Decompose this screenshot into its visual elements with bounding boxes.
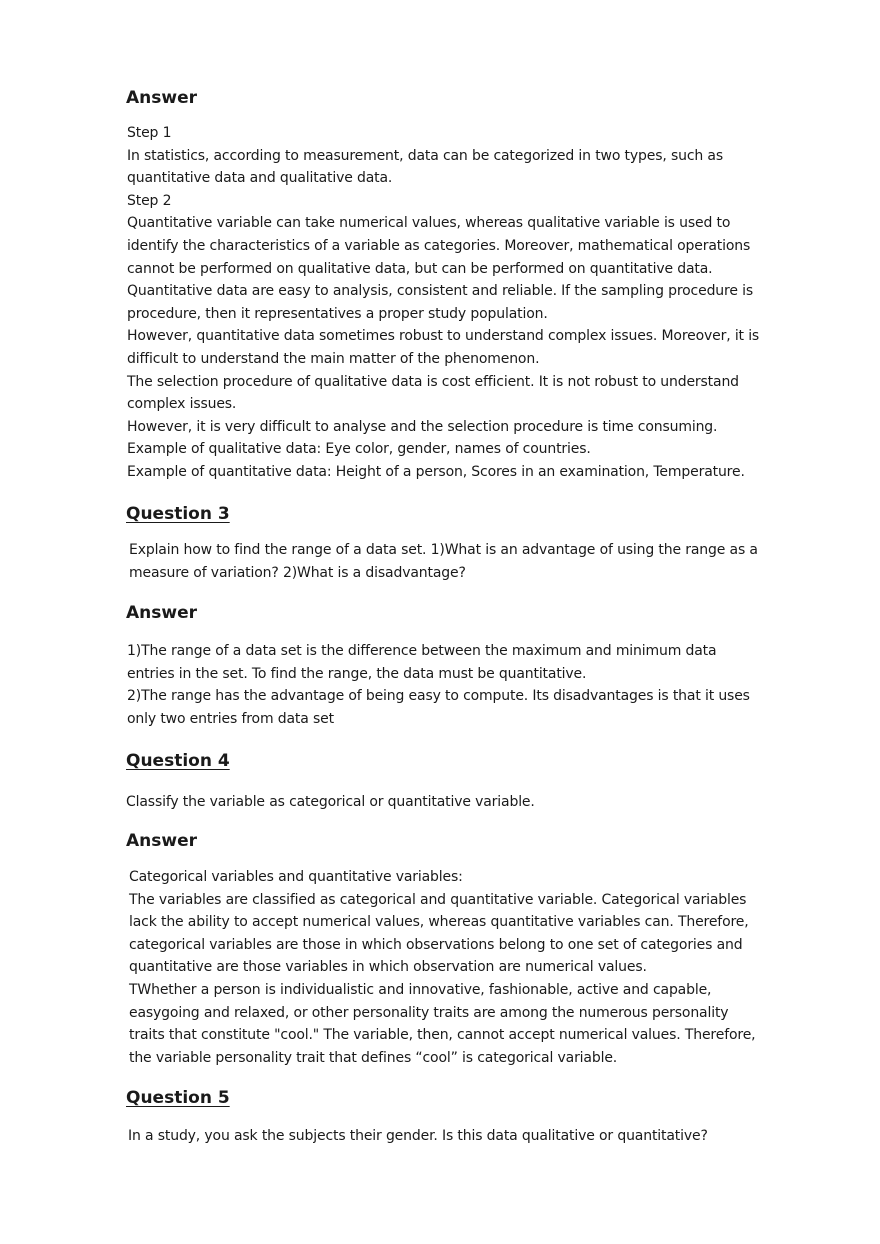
text-line: Example of qualitative data: Eye color, gender, names of countries.: [127, 441, 591, 458]
text-line: identify the characteristics of a variable as categories. Moreover, mathematical operations: [127, 237, 751, 254]
answer-body-1: [127, 122, 759, 484]
text-line: TWhether a person is individualistic and innovative, fashionable, active and capable,: [129, 981, 712, 998]
text-line: procedure, then it representatives a proper study population.: [127, 305, 548, 322]
answer-heading-1: Answer: [126, 88, 197, 108]
question-3-body: [129, 539, 758, 584]
text-line: Categorical variables and quantitative variables:: [129, 869, 463, 885]
answer-heading-4: Answer: [126, 831, 197, 851]
text-line: Step 2: [127, 192, 172, 209]
text-line: Example of quantitative data: Height of a person, Scores in an examination, Temperature.: [127, 463, 745, 480]
text-line: traits that constitute "cool." The variable, then, cannot accept numerical values. Therefore,: [129, 1027, 756, 1044]
text-line: complex issues.: [127, 396, 237, 413]
text-line: Step 1: [127, 125, 172, 141]
text-line: Explain how to find the range of a data set. 1)What is an advantage of using the range as a: [129, 542, 758, 558]
question-5-body: [128, 1125, 708, 1148]
text-line: 1)The range of a data set is the difference between the maximum and minimum data: [127, 643, 717, 659]
text-line: entries in the set. To find the range, the data must be quantitative.: [127, 665, 587, 682]
text-line: easygoing and relaxed, or other personality traits are among the numerous personality: [129, 1004, 729, 1021]
text-line: Classify the variable as categorical or quantitative variable.: [126, 794, 535, 810]
answer-body-4: [129, 866, 755, 1069]
answer-body-3: [127, 640, 750, 730]
text-line: Quantitative variable can take numerical values, whereas qualitative variable is used to: [127, 215, 731, 232]
text-line: quantitative are those variables in which observation are numerical values.: [129, 959, 647, 976]
text-line: However, it is very difficult to analyse and the selection procedure is time consuming.: [127, 418, 718, 435]
question-4-heading: Question 4: [126, 751, 230, 771]
question-3-heading: Question 3: [126, 504, 230, 524]
text-line: lack the ability to accept numerical values, whereas quantitative variables can. Therefore,: [129, 914, 749, 931]
text-line: quantitative data and qualitative data.: [127, 170, 393, 187]
text-line: categorical variables are those in which observations belong to one set of categories and: [129, 936, 743, 953]
text-line: The selection procedure of qualitative data is cost efficient. It is not robust to understand: [127, 373, 739, 390]
text-line: 2)The range has the advantage of being easy to compute. Its disadvantages is that it uses: [127, 688, 750, 705]
question-5-heading: Question 5: [126, 1088, 230, 1108]
text-line: difficult to understand the main matter of the phenomenon.: [127, 350, 540, 367]
text-line: In statistics, according to measurement, data can be categorized in two types, such as: [127, 147, 723, 164]
text-line: the variable personality trait that defines “cool” is categorical variable.: [129, 1049, 618, 1066]
text-line: measure of variation? 2)What is a disadvantage?: [129, 564, 466, 581]
text-line: In a study, you ask the subjects their gender. Is this data qualitative or quantitative?: [128, 1128, 708, 1144]
answer-heading-3: Answer: [126, 603, 197, 623]
text-line: only two entries from data set: [127, 710, 334, 727]
text-line: The variables are classified as categorical and quantitative variable. Categorical variables: [129, 891, 747, 908]
text-line: However, quantitative data sometimes robust to understand complex issues. Moreover, it is: [127, 328, 760, 345]
text-line: cannot be performed on qualitative data, but can be performed on quantitative data.: [127, 260, 713, 277]
question-4-body: [126, 791, 535, 814]
text-line: Quantitative data are easy to analysis, consistent and reliable. If the sampling procedure is: [127, 283, 753, 300]
